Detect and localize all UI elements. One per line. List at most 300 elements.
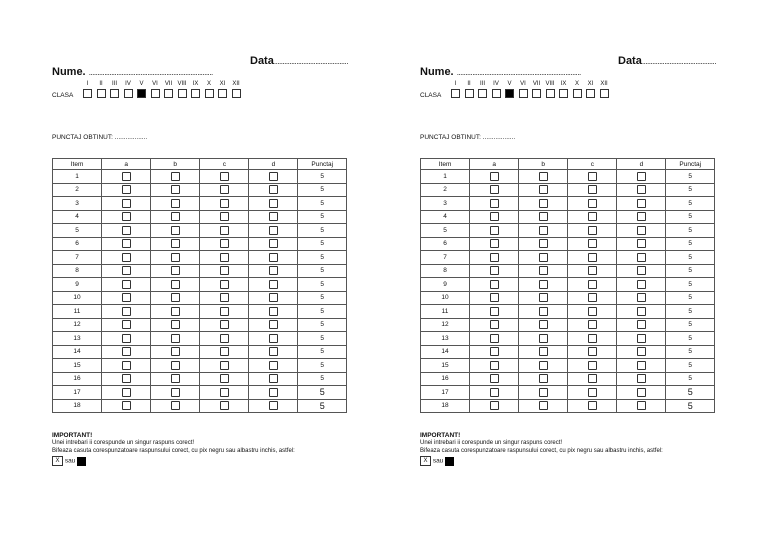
answer-checkbox-c[interactable] [588, 239, 597, 248]
option-cell-a [102, 170, 151, 184]
table-row [53, 251, 347, 265]
class-checkbox-XII[interactable] [232, 89, 241, 98]
answer-checkbox-b[interactable] [171, 334, 180, 343]
answer-checkbox-b[interactable] [171, 388, 180, 397]
class-checkbox-IV[interactable] [124, 89, 133, 98]
option-cell-d [249, 170, 298, 184]
option-cell-a [470, 332, 519, 346]
answer-checkbox-a[interactable] [490, 226, 499, 235]
answer-checkbox-a[interactable] [490, 239, 499, 248]
class-numeral: V [507, 81, 512, 87]
name-field[interactable]: Nume. ........................................................................ [52, 66, 213, 78]
answer-checkbox-a[interactable] [490, 320, 499, 329]
option-cell-d [617, 318, 666, 332]
answer-checkbox-a[interactable] [122, 307, 131, 316]
answer-checkbox-b[interactable] [539, 226, 548, 235]
class-numeral: V [139, 81, 144, 87]
answer-checkbox-a[interactable] [490, 280, 499, 289]
class-label: CLASA [52, 92, 74, 99]
item-number: 14 [53, 345, 102, 359]
option-cell-c [568, 264, 617, 278]
option-cell-c [568, 345, 617, 359]
option-cell-d [249, 399, 298, 413]
table-row [421, 399, 715, 413]
answer-checkbox-d[interactable] [269, 307, 278, 316]
option-cell-a [102, 224, 151, 238]
answer-checkbox-b[interactable] [539, 320, 548, 329]
answer-checkbox-b[interactable] [539, 401, 548, 410]
answer-checkbox-a[interactable] [490, 347, 499, 356]
answer-sheet-right [368, 0, 752, 543]
answer-checkbox-c[interactable] [220, 239, 229, 248]
class-checkbox-I[interactable] [83, 89, 92, 98]
answer-checkbox-a[interactable] [490, 401, 499, 410]
table-row [421, 210, 715, 224]
item-number: 3 [421, 197, 470, 211]
points-cell: 5 [666, 386, 715, 400]
class-checkbox-V[interactable] [505, 89, 514, 98]
answer-checkbox-d[interactable] [269, 361, 278, 370]
class-checkbox-II[interactable] [97, 89, 106, 98]
answer-checkbox-b[interactable] [539, 293, 548, 302]
answer-checkbox-d[interactable] [269, 388, 278, 397]
option-cell-c [568, 278, 617, 292]
class-checkbox-XI[interactable] [218, 89, 227, 98]
points-cell: 5 [666, 197, 715, 211]
option-cell-c [568, 251, 617, 265]
answer-checkbox-a[interactable] [490, 388, 499, 397]
points-cell: 5 [298, 210, 347, 224]
answer-checkbox-d[interactable] [637, 374, 646, 383]
option-cell-d [249, 359, 298, 373]
class-numeral: XI [219, 81, 226, 87]
answer-checkbox-c[interactable] [220, 293, 229, 302]
points-cell: 5 [298, 291, 347, 305]
answer-checkbox-d[interactable] [269, 280, 278, 289]
x-mark-example: X [420, 456, 431, 466]
answer-checkbox-c[interactable] [220, 185, 229, 194]
answer-checkbox-a[interactable] [490, 307, 499, 316]
answer-checkbox-c[interactable] [220, 172, 229, 181]
answer-checkbox-b[interactable] [539, 388, 548, 397]
item-number: 18 [421, 399, 470, 413]
answer-checkbox-d[interactable] [637, 266, 646, 275]
answer-checkbox-b[interactable] [171, 266, 180, 275]
class-checkbox-X[interactable] [573, 89, 582, 98]
answer-checkbox-c[interactable] [588, 320, 597, 329]
date-field[interactable]: Data........................................... [618, 55, 716, 67]
answer-checkbox-d[interactable] [637, 293, 646, 302]
answer-checkbox-c[interactable] [588, 199, 597, 208]
answer-checkbox-a[interactable] [122, 199, 131, 208]
answer-checkbox-c[interactable] [588, 374, 597, 383]
points-cell: 5 [666, 399, 715, 413]
class-checkbox-X[interactable] [205, 89, 214, 98]
class-numeral: VIII [545, 81, 555, 87]
answer-checkbox-c[interactable] [220, 307, 229, 316]
class-checkbox-II[interactable] [465, 89, 474, 98]
answer-checkbox-d[interactable] [269, 226, 278, 235]
points-cell: 5 [298, 332, 347, 346]
option-cell-d [249, 224, 298, 238]
table-row [53, 305, 347, 319]
answer-checkbox-c[interactable] [220, 347, 229, 356]
class-checkbox-III[interactable] [110, 89, 119, 98]
option-cell-b [151, 318, 200, 332]
option-cell-a [470, 291, 519, 305]
answer-checkbox-d[interactable] [637, 239, 646, 248]
class-checkbox-VI[interactable] [519, 89, 528, 98]
filled-mark-example [77, 457, 86, 466]
option-cell-a [470, 399, 519, 413]
option-cell-a [470, 345, 519, 359]
answer-checkbox-a[interactable] [122, 388, 131, 397]
option-cell-a [102, 372, 151, 386]
points-cell: 5 [666, 359, 715, 373]
answer-checkbox-a[interactable] [490, 374, 499, 383]
answer-checkbox-b[interactable] [539, 374, 548, 383]
item-number: 11 [53, 305, 102, 319]
answer-checkbox-a[interactable] [490, 172, 499, 181]
option-cell-a [102, 345, 151, 359]
answer-checkbox-a[interactable] [122, 361, 131, 370]
answer-checkbox-c[interactable] [588, 334, 597, 343]
option-cell-d [249, 372, 298, 386]
answer-checkbox-a[interactable] [122, 293, 131, 302]
answer-checkbox-d[interactable] [637, 334, 646, 343]
option-cell-a [470, 170, 519, 184]
answer-checkbox-d[interactable] [637, 361, 646, 370]
answer-checkbox-a[interactable] [122, 401, 131, 410]
answer-checkbox-c[interactable] [588, 347, 597, 356]
class-checkbox-V[interactable] [137, 89, 146, 98]
answer-checkbox-b[interactable] [171, 307, 180, 316]
answer-checkbox-b[interactable] [539, 239, 548, 248]
answer-checkbox-d[interactable] [637, 307, 646, 316]
answer-checkbox-c[interactable] [588, 172, 597, 181]
answer-checkbox-b[interactable] [171, 293, 180, 302]
answer-checkbox-a[interactable] [122, 212, 131, 221]
class-numeral: I [86, 81, 89, 87]
answer-checkbox-a[interactable] [490, 334, 499, 343]
answer-checkbox-d[interactable] [269, 212, 278, 221]
column-header: d [249, 159, 298, 170]
item-number: 9 [421, 278, 470, 292]
answer-checkbox-a[interactable] [490, 185, 499, 194]
option-cell-b [151, 251, 200, 265]
class-checkbox-VIII[interactable] [178, 89, 187, 98]
class-checkbox-IX[interactable] [191, 89, 200, 98]
points-cell: 5 [666, 183, 715, 197]
points-cell: 5 [298, 372, 347, 386]
table-row [421, 372, 715, 386]
answer-checkbox-d[interactable] [637, 388, 646, 397]
option-cell-c [568, 197, 617, 211]
option-cell-a [102, 318, 151, 332]
table-row [421, 278, 715, 292]
class-checkbox-VIII[interactable] [546, 89, 555, 98]
table-row [421, 197, 715, 211]
item-number: 17 [421, 386, 470, 400]
answer-checkbox-d[interactable] [637, 226, 646, 235]
answer-checkbox-a[interactable] [490, 293, 499, 302]
answer-checkbox-a[interactable] [122, 347, 131, 356]
answer-checkbox-a[interactable] [122, 280, 131, 289]
answer-checkbox-c[interactable] [588, 388, 597, 397]
points-cell: 5 [298, 359, 347, 373]
table-row [53, 237, 347, 251]
answer-checkbox-c[interactable] [220, 212, 229, 221]
option-cell-a [102, 278, 151, 292]
answer-checkbox-b[interactable] [171, 239, 180, 248]
answer-checkbox-b[interactable] [539, 253, 548, 262]
class-checkbox-VI[interactable] [151, 89, 160, 98]
answer-checkbox-d[interactable] [269, 334, 278, 343]
option-cell-b [151, 386, 200, 400]
points-cell: 5 [666, 264, 715, 278]
answer-checkbox-c[interactable] [220, 334, 229, 343]
answer-checkbox-c[interactable] [588, 185, 597, 194]
option-cell-d [617, 197, 666, 211]
class-numeral: X [206, 81, 211, 87]
answer-checkbox-c[interactable] [220, 388, 229, 397]
answer-checkbox-d[interactable] [269, 374, 278, 383]
answer-checkbox-c[interactable] [220, 266, 229, 275]
option-cell-c [200, 332, 249, 346]
answer-checkbox-c[interactable] [588, 212, 597, 221]
answer-checkbox-a[interactable] [490, 253, 499, 262]
answer-checkbox-a[interactable] [122, 320, 131, 329]
table-row [421, 345, 715, 359]
option-cell-b [151, 170, 200, 184]
answer-checkbox-b[interactable] [539, 347, 548, 356]
item-number: 2 [53, 183, 102, 197]
answer-checkbox-d[interactable] [637, 253, 646, 262]
answer-checkbox-b[interactable] [171, 374, 180, 383]
option-cell-c [200, 318, 249, 332]
answer-checkbox-d[interactable] [637, 172, 646, 181]
answer-checkbox-a[interactable] [490, 266, 499, 275]
table-row [421, 264, 715, 278]
option-cell-c [200, 291, 249, 305]
option-cell-d [249, 332, 298, 346]
table-row [421, 305, 715, 319]
answer-checkbox-b[interactable] [171, 172, 180, 181]
points-cell: 5 [666, 237, 715, 251]
option-cell-d [617, 372, 666, 386]
answer-checkbox-c[interactable] [588, 226, 597, 235]
answer-checkbox-c[interactable] [220, 401, 229, 410]
class-numeral: IX [560, 81, 567, 87]
answer-checkbox-a[interactable] [490, 199, 499, 208]
important-title: IMPORTANT! [420, 432, 461, 439]
option-cell-a [102, 264, 151, 278]
answer-checkbox-d[interactable] [269, 185, 278, 194]
answer-checkbox-c[interactable] [588, 293, 597, 302]
answer-checkbox-c[interactable] [220, 280, 229, 289]
answer-table [52, 158, 347, 413]
answer-checkbox-b[interactable] [539, 172, 548, 181]
answer-checkbox-d[interactable] [637, 199, 646, 208]
answer-checkbox-c[interactable] [588, 253, 597, 262]
answer-checkbox-d[interactable] [269, 172, 278, 181]
item-number: 13 [53, 332, 102, 346]
answer-checkbox-b[interactable] [171, 199, 180, 208]
answer-checkbox-b[interactable] [539, 280, 548, 289]
answer-checkbox-b[interactable] [171, 347, 180, 356]
answer-checkbox-a[interactable] [122, 226, 131, 235]
points-cell: 5 [666, 345, 715, 359]
option-cell-c [200, 359, 249, 373]
answer-checkbox-b[interactable] [539, 334, 548, 343]
answer-checkbox-c[interactable] [220, 361, 229, 370]
answer-checkbox-c[interactable] [588, 266, 597, 275]
answer-checkbox-c[interactable] [588, 307, 597, 316]
item-number: 10 [421, 291, 470, 305]
class-checkbox-VII[interactable] [164, 89, 173, 98]
class-checkbox-XI[interactable] [586, 89, 595, 98]
answer-checkbox-c[interactable] [588, 280, 597, 289]
option-cell-d [249, 291, 298, 305]
option-cell-c [568, 291, 617, 305]
answer-checkbox-c[interactable] [220, 199, 229, 208]
item-number: 9 [53, 278, 102, 292]
answer-checkbox-a[interactable] [490, 361, 499, 370]
answer-checkbox-d[interactable] [637, 401, 646, 410]
class-checkbox-IV[interactable] [492, 89, 501, 98]
points-cell: 5 [666, 305, 715, 319]
answer-checkbox-b[interactable] [539, 212, 548, 221]
x-mark-example: X [52, 456, 63, 466]
answer-checkbox-b[interactable] [171, 361, 180, 370]
answer-checkbox-d[interactable] [269, 199, 278, 208]
answer-checkbox-d[interactable] [269, 253, 278, 262]
answer-checkbox-d[interactable] [637, 185, 646, 194]
answer-checkbox-c[interactable] [220, 226, 229, 235]
answer-checkbox-d[interactable] [269, 401, 278, 410]
answer-checkbox-a[interactable] [122, 253, 131, 262]
item-number: 12 [421, 318, 470, 332]
option-cell-b [151, 291, 200, 305]
option-cell-d [617, 386, 666, 400]
class-numeral: X [574, 81, 579, 87]
option-cell-c [200, 264, 249, 278]
answer-checkbox-b[interactable] [171, 401, 180, 410]
answer-checkbox-a[interactable] [122, 266, 131, 275]
answer-checkbox-d[interactable] [637, 280, 646, 289]
option-cell-b [151, 399, 200, 413]
answer-checkbox-d[interactable] [637, 212, 646, 221]
answer-checkbox-d[interactable] [269, 239, 278, 248]
answer-checkbox-b[interactable] [171, 253, 180, 262]
answer-checkbox-d[interactable] [269, 320, 278, 329]
answer-checkbox-d[interactable] [269, 293, 278, 302]
answer-checkbox-b[interactable] [539, 185, 548, 194]
answer-checkbox-d[interactable] [637, 347, 646, 356]
table-row [53, 197, 347, 211]
option-cell-a [470, 210, 519, 224]
or-text: sau [432, 457, 444, 465]
answer-checkbox-c[interactable] [220, 253, 229, 262]
answer-checkbox-b[interactable] [171, 185, 180, 194]
option-cell-a [102, 210, 151, 224]
answer-checkbox-a[interactable] [122, 185, 131, 194]
points-cell: 5 [298, 251, 347, 265]
class-checkbox-III[interactable] [478, 89, 487, 98]
class-checkbox-IX[interactable] [559, 89, 568, 98]
answer-checkbox-a[interactable] [122, 239, 131, 248]
date-field[interactable]: Data........................................... [250, 55, 348, 67]
item-number: 13 [421, 332, 470, 346]
answer-checkbox-b[interactable] [539, 307, 548, 316]
option-cell-b [151, 210, 200, 224]
table-row [421, 170, 715, 184]
answer-checkbox-c[interactable] [588, 401, 597, 410]
class-checkbox-I[interactable] [451, 89, 460, 98]
option-cell-a [102, 251, 151, 265]
answer-checkbox-d[interactable] [269, 347, 278, 356]
answer-checkbox-a[interactable] [122, 334, 131, 343]
option-cell-c [568, 170, 617, 184]
option-cell-d [617, 210, 666, 224]
answer-checkbox-b[interactable] [539, 266, 548, 275]
class-checkbox-VII[interactable] [532, 89, 541, 98]
points-cell: 5 [666, 332, 715, 346]
answer-checkbox-a[interactable] [490, 212, 499, 221]
answer-checkbox-c[interactable] [588, 361, 597, 370]
class-numeral: IX [192, 81, 199, 87]
table-row [53, 372, 347, 386]
option-cell-c [200, 210, 249, 224]
option-cell-a [470, 264, 519, 278]
table-row [53, 224, 347, 238]
item-number: 3 [53, 197, 102, 211]
item-number: 17 [53, 386, 102, 400]
option-cell-c [200, 372, 249, 386]
class-numeral: XII [600, 81, 608, 87]
class-checkbox-XII[interactable] [600, 89, 609, 98]
name-field[interactable]: Nume. ........................................................................ [420, 66, 581, 78]
answer-checkbox-b[interactable] [171, 226, 180, 235]
item-number: 12 [53, 318, 102, 332]
class-numeral: I [454, 81, 457, 87]
answer-checkbox-b[interactable] [171, 320, 180, 329]
item-number: 1 [53, 170, 102, 184]
option-cell-c [568, 372, 617, 386]
answer-checkbox-b[interactable] [539, 361, 548, 370]
points-cell: 5 [666, 291, 715, 305]
option-cell-b [151, 197, 200, 211]
answer-checkbox-c[interactable] [220, 320, 229, 329]
answer-checkbox-b[interactable] [539, 199, 548, 208]
option-cell-a [102, 197, 151, 211]
answer-checkbox-a[interactable] [122, 172, 131, 181]
answer-checkbox-d[interactable] [269, 266, 278, 275]
answer-checkbox-b[interactable] [171, 280, 180, 289]
points-cell: 5 [298, 183, 347, 197]
points-cell: 5 [298, 224, 347, 238]
answer-checkbox-a[interactable] [122, 374, 131, 383]
answer-checkbox-c[interactable] [220, 374, 229, 383]
column-header: Item [53, 159, 102, 170]
answer-checkbox-d[interactable] [637, 320, 646, 329]
item-number: 6 [53, 237, 102, 251]
item-number: 15 [53, 359, 102, 373]
column-header: Item [421, 159, 470, 170]
option-cell-b [519, 305, 568, 319]
points-cell: 5 [666, 372, 715, 386]
answer-checkbox-b[interactable] [171, 212, 180, 221]
